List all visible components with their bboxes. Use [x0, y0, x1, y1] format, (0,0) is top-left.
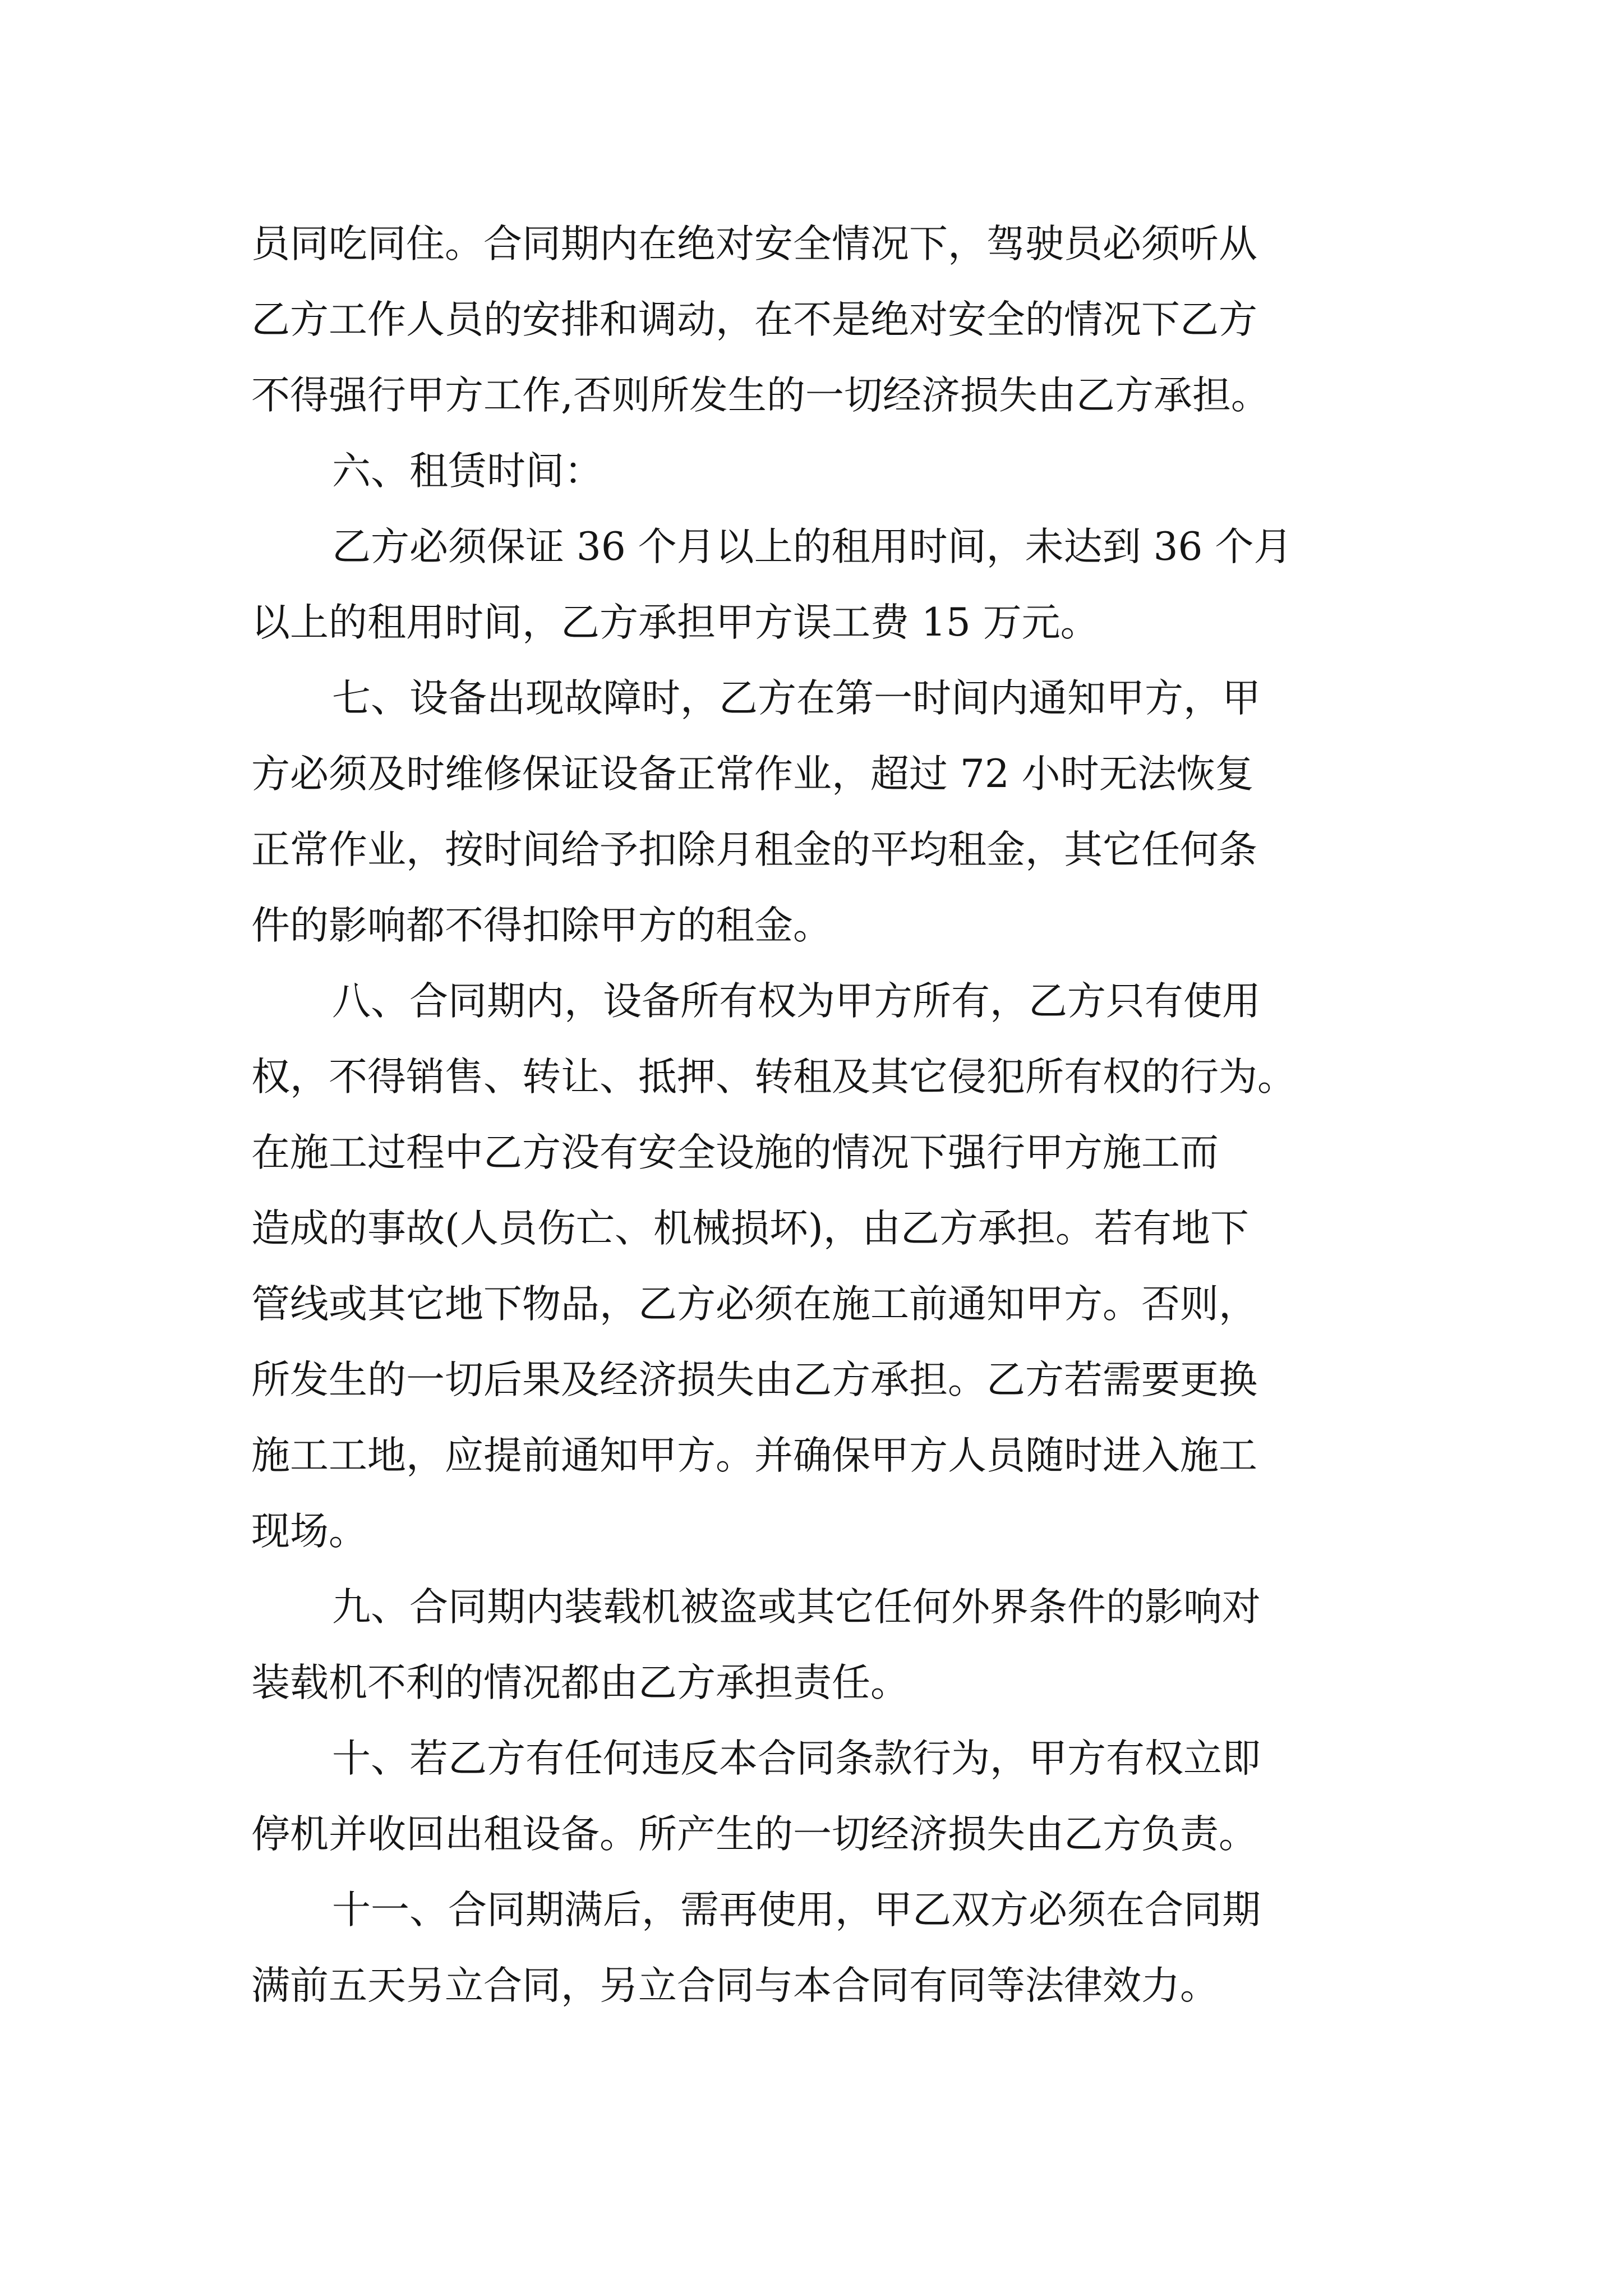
text-line: 十一、合同期满后，需再使用，甲乙双方必须在合同期	[332, 1888, 1261, 1932]
text-line: 乙方必须保证 36 个月以上的租用时间，未达到 36 个月	[332, 524, 1293, 569]
text-line: 装载机不利的情况都由乙方承担责任。	[251, 1660, 909, 1705]
text-line: 施工工地，应提前通知甲方。并确保甲方人员随时进入施工	[251, 1433, 1257, 1478]
text-line: 现场。	[251, 1509, 367, 1554]
text-line: 以上的租用时间，乙方承担甲方误工费 15 万元。	[251, 600, 1099, 645]
text-line: 方必须及时维修保证设备正常作业，超过 72 小时无法恢复	[251, 752, 1254, 797]
text-line: 八、合同期内，设备所有权为甲方所有，乙方只有使用	[332, 979, 1261, 1024]
text-line: 乙方工作人员的安排和调动，在不是绝对安全的情况下乙方	[251, 297, 1257, 342]
section-heading: 六、租赁时间：	[332, 449, 603, 494]
text-line: 员同吃同住。合同期内在绝对安全情况下，驾驶员必须听从	[251, 222, 1257, 266]
text-line: 所发生的一切后果及经济损失由乙方承担。乙方若需要更换	[251, 1358, 1257, 1402]
text-line: 九、合同期内装载机被盗或其它任何外界条件的影响对	[332, 1585, 1261, 1630]
text-line: 正常作业，按时间给予扣除月租金的平均租金，其它任何条	[251, 827, 1257, 872]
text-line: 停机并收回出租设备。所产生的一切经济损失由乙方负责。	[251, 1812, 1257, 1857]
text-line: 十、若乙方有任何违反本合同条款行为，甲方有权立即	[332, 1736, 1261, 1781]
text-line: 造成的事故(人员伤亡、机械损坏)，由乙方承担。若有地下	[251, 1206, 1249, 1251]
text-line: 件的影响都不得扣除甲方的租金。	[251, 903, 832, 948]
text-line: 在施工过程中乙方没有安全设施的情况下强行甲方施工而	[251, 1130, 1219, 1175]
text-line: 满前五天另立合同，另立合同与本合同有同等法律效力。	[251, 1963, 1219, 2008]
text-line: 权，不得销售、转让、抵押、转租及其它侵犯所有权的行为。	[251, 1055, 1296, 1099]
text-line: 七、设备出现故障时，乙方在第一时间内通知甲方，甲	[332, 676, 1261, 721]
text-line: 管线或其它地下物品，乙方必须在施工前通知甲方。否则，	[251, 1282, 1257, 1327]
text-line: 不得强行甲方工作,否则所发生的一切经济损失由乙方承担。	[251, 373, 1270, 418]
